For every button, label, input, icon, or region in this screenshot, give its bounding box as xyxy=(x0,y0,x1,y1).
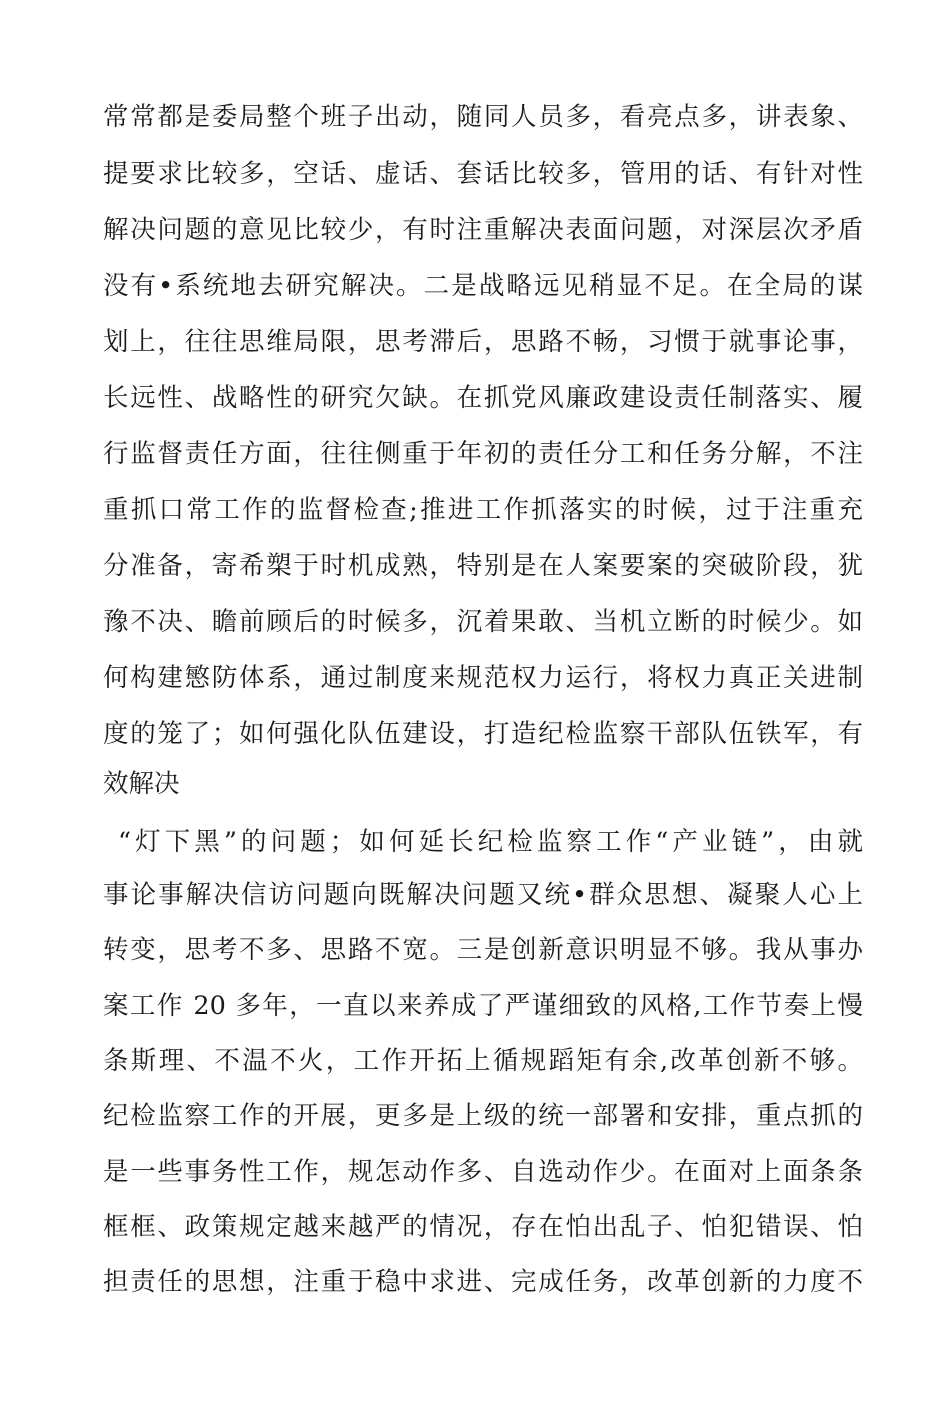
text-line: 行监督责任方面，往往侧重于年初的责任分工和任务分解，不注 xyxy=(103,439,863,469)
text-line: 分准备，寄希槊于时机成熟，特别是在人案要案的突破阶段，犹 xyxy=(103,551,863,581)
text-line: 转变，思考不多、思路不宽。三是创新意识明显不够。我从事办 xyxy=(103,935,863,965)
text-line: 担责任的思想，注重于稳中求进、完成任务，改革创新的力度不 xyxy=(103,1267,863,1297)
text-line: 常常都是委局整个班子出动，随同人员多，看亮点多，讲表象、 xyxy=(103,102,863,132)
text-line: 框框、政策规定越来越严的情况，存在怕出乱子、怕犯错误、怕 xyxy=(103,1212,863,1242)
text-line: 没有•系统地去研究解决。二是战略远见稍显不足。在全局的谋 xyxy=(103,271,863,301)
text-line: 是一些事务性工作，规怎动作多、自选动作少。在面对上面条条 xyxy=(103,1157,863,1187)
text-line: 纪检监察工作的开展，更多是上级的统一部署和安排，重点抓的 xyxy=(103,1101,863,1131)
text-line: 豫不决、瞻前顾后的时候多，沉着果敢、当机立断的时候少。如 xyxy=(103,607,863,637)
text-line: 何构建慜防体系，通过制度来规范权力运行，将权力真正关进制 xyxy=(103,663,863,693)
text-line: 提要求比较多，空话、虚话、套话比较多，管用的话、有针对性 xyxy=(103,159,863,189)
text-line: 案工作 20 多年，一直以来养成了严谨细致的风格,工作节奏上慢 xyxy=(103,991,863,1021)
text-line: 度的笼了；如何强化队伍建设，打造纪检监察干部队伍铁军，有 xyxy=(103,719,863,749)
text-line: 效解决 xyxy=(103,769,180,799)
text-line: 重抓口常工作的监督检查;推进工作抓落实的时候，过于注重充 xyxy=(103,495,863,525)
text-line: 条斯理、不温不火，工作开拓上循规蹈矩有余,改革创新不够。 xyxy=(103,1046,863,1076)
text-line: “灯下黑”的问题；如何延长纪检监察工作“产业链”，由就 xyxy=(118,827,863,857)
text-line: 事论事解决信访问题向既解决问题又统•群众思想、凝聚人心上 xyxy=(103,880,863,910)
text-line: 长远性、战略性的研究欠缺。在抓党风廉政建设责任制落实、履 xyxy=(103,383,863,413)
text-line: 解决问题的意见比较少，有时注重解决表面问题，对深层次矛盾 xyxy=(103,215,863,245)
text-line: 划上，往往思维局限，思考滞后，思路不畅，习惯于就事论事， xyxy=(103,327,863,357)
